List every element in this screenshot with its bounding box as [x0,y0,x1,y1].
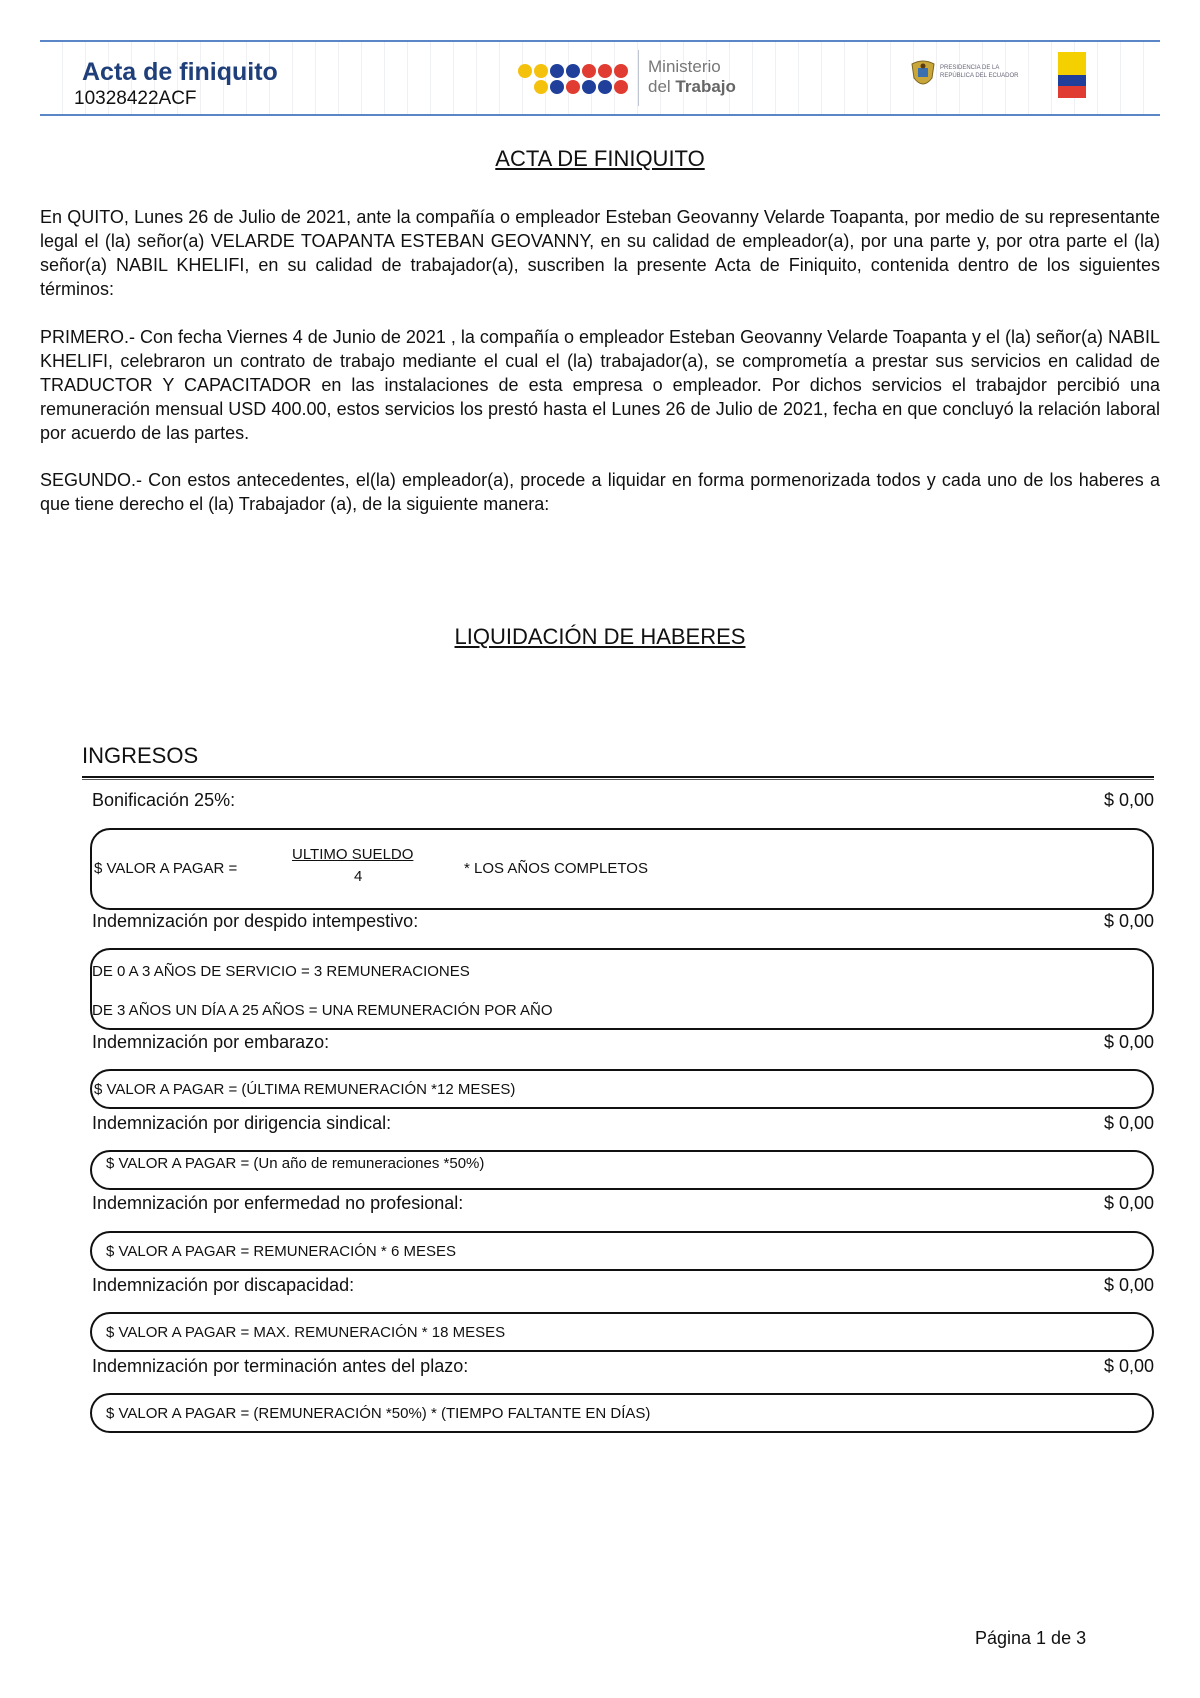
flag-stripe-yellow [1058,52,1086,75]
logo-dot [614,64,628,78]
logo-dot [550,64,564,78]
line-item-terminacion [92,1356,1154,1380]
item-amount: $ 0,00 [1103,1275,1154,1295]
ecuador-flag [1058,52,1086,98]
item-label: Indemnización por embarazo: [92,1032,330,1052]
ministry-line-1: Ministerio [648,57,721,76]
ministry-line-2-prefix: del [648,77,671,96]
flag-stripe-blue [1058,75,1086,86]
item-amount: $ 0,00 [1103,1032,1154,1052]
ministry-name [648,57,736,97]
header-title: Acta de finiquito [82,58,278,86]
item-amount: $ 0,00 [1103,1113,1154,1133]
line-item-discapacidad [92,1275,1154,1299]
item-amount: $ 0,00 [1103,1356,1154,1376]
intro-paragraph: En QUITO, Lunes 26 de Julio de 2021, ante la compañía o empleador Esteban Geovanny Velarde Toapanta, por medio de su representante legal el (la) señor(a) VELARDE TOAPANTA ESTEBAN GEOVANNY, en su calidad de empleador(a), por una parte y, por otra parte el (la) señor(a) NABIL KHELIFI, en su calidad de trabajador(a), suscriben la presente Acta de Finiquito, contenida dentro de los siguientes términos: [40,207,1160,299]
logo-dot [518,64,532,78]
formula-box-terminacion [90,1393,1154,1433]
formula-numerator: ULTIMO SUELDO [292,846,414,863]
page-number: Página 1 de 3 [975,1628,1087,1648]
logo-dot [534,64,548,78]
formula-text: $ VALOR A PAGAR = (REMUNERACIÓN *50%) * (TIEMPO FALTANTE EN DÍAS) [106,1405,651,1422]
coat-of-arms-icon [910,60,936,90]
document-code: 10328422ACF [74,88,197,109]
formula-box-dirigencia [90,1150,1154,1190]
formula-suffix: * LOS AÑOS COMPLETOS [464,860,648,877]
logo-dot [566,80,580,94]
formula-prefix: $ VALOR A PAGAR = [94,860,238,877]
logo-dot [614,80,628,94]
line-item-despido [92,911,1154,935]
formula-box-embarazo [90,1069,1154,1109]
header-separator [638,50,639,106]
formula-denominator: 4 [354,868,363,885]
logo-dot [566,64,580,78]
logo-dot [582,80,596,94]
line-item-bonificacion [92,790,1154,814]
logo-dot [550,80,564,94]
liquidacion-title: LIQUIDACIÓN DE HABERES [454,624,746,649]
item-amount: $ 0,00 [1103,911,1154,931]
document-title: ACTA DE FINIQUITO [495,146,705,171]
formula-box-bonificacion [90,828,1154,910]
formula-text: $ VALOR A PAGAR = REMUNERACIÓN * 6 MESES [106,1243,456,1260]
item-label: Bonificación 25%: [92,790,236,810]
formula-text: $ VALOR A PAGAR = (Un año de remuneraciones *50%) [106,1155,485,1172]
segundo-paragraph: SEGUNDO.- Con estos antecedentes, el(la) empleador(a), procede a liquidar en forma pormenorizada todos y cada uno de los haberes a que tiene derecho el (la) Trabajador (a), de la siguiente manera: [40,470,1160,514]
government-caption: PRESIDENCIA DE LA REPÚBLICA DEL ECUADOR [940,65,1019,79]
item-label: Indemnización por enfermedad no profesional: [92,1193,464,1213]
formula-text: $ VALOR A PAGAR = (ÚLTIMA REMUNERACIÓN *12 MESES) [94,1081,516,1098]
formula-line-2: DE 3 AÑOS UN DÍA A 25 AÑOS = UNA REMUNERACIÓN POR AÑO [92,1002,553,1019]
item-amount: $ 0,00 [1103,790,1154,810]
item-label: Indemnización por discapacidad: [92,1275,355,1295]
formula-line-1: DE 0 A 3 AÑOS DE SERVICIO = 3 REMUNERACIONES [92,963,470,980]
ministry-line-2 [648,77,736,97]
item-label: Indemnización por terminación antes del plazo: [92,1356,469,1376]
ministry-line-2-strong: Trabajo [675,77,736,96]
formula-box-enfermedad [90,1231,1154,1271]
document-header [40,40,1160,116]
line-item-dirigencia [92,1113,1154,1137]
formula-box-despido [90,948,1154,1030]
primero-paragraph: PRIMERO.- Con fecha Viernes 4 de Junio de 2021 , la compañía o empleador Esteban Geovanny Velarde Toapanta y el (la) señor(a) NABIL KHELIFI, celebraron un contrato de trabajo mediante el cual el (la) trabajador(a), se comprometía a prestar sus servicios en calidad de TRADUCTOR Y CAPACITADOR en las instalaciones de esta empresa o empleador. Por dichos servicios el trabajdor percibió una remuneración mensual USD 400.00, estos servicios los prestó hasta el Lunes 26 de Julio de 2021, fecha en que concluyó la relación laboral por acuerdo de las partes. [40,327,1160,443]
line-item-enfermedad [92,1193,1154,1217]
ingresos-heading: INGRESOS [82,743,199,768]
logo-dot [598,80,612,94]
item-label: Indemnización por despido intempestivo: [92,911,419,931]
logo-dot [534,80,548,94]
item-amount: $ 0,00 [1103,1193,1154,1213]
flag-stripe-red [1058,86,1086,98]
line-item-embarazo [92,1032,1154,1056]
ingresos-divider-secondary [82,779,1154,780]
logo-dot [582,64,596,78]
item-label: Indemnización por dirigencia sindical: [92,1113,392,1133]
formula-text: $ VALOR A PAGAR = MAX. REMUNERACIÓN * 18 MESES [106,1324,506,1341]
logo-dot [598,64,612,78]
ingresos-divider [82,776,1154,778]
formula-box-discapacidad [90,1312,1154,1352]
ministry-logo-dots [518,60,638,100]
